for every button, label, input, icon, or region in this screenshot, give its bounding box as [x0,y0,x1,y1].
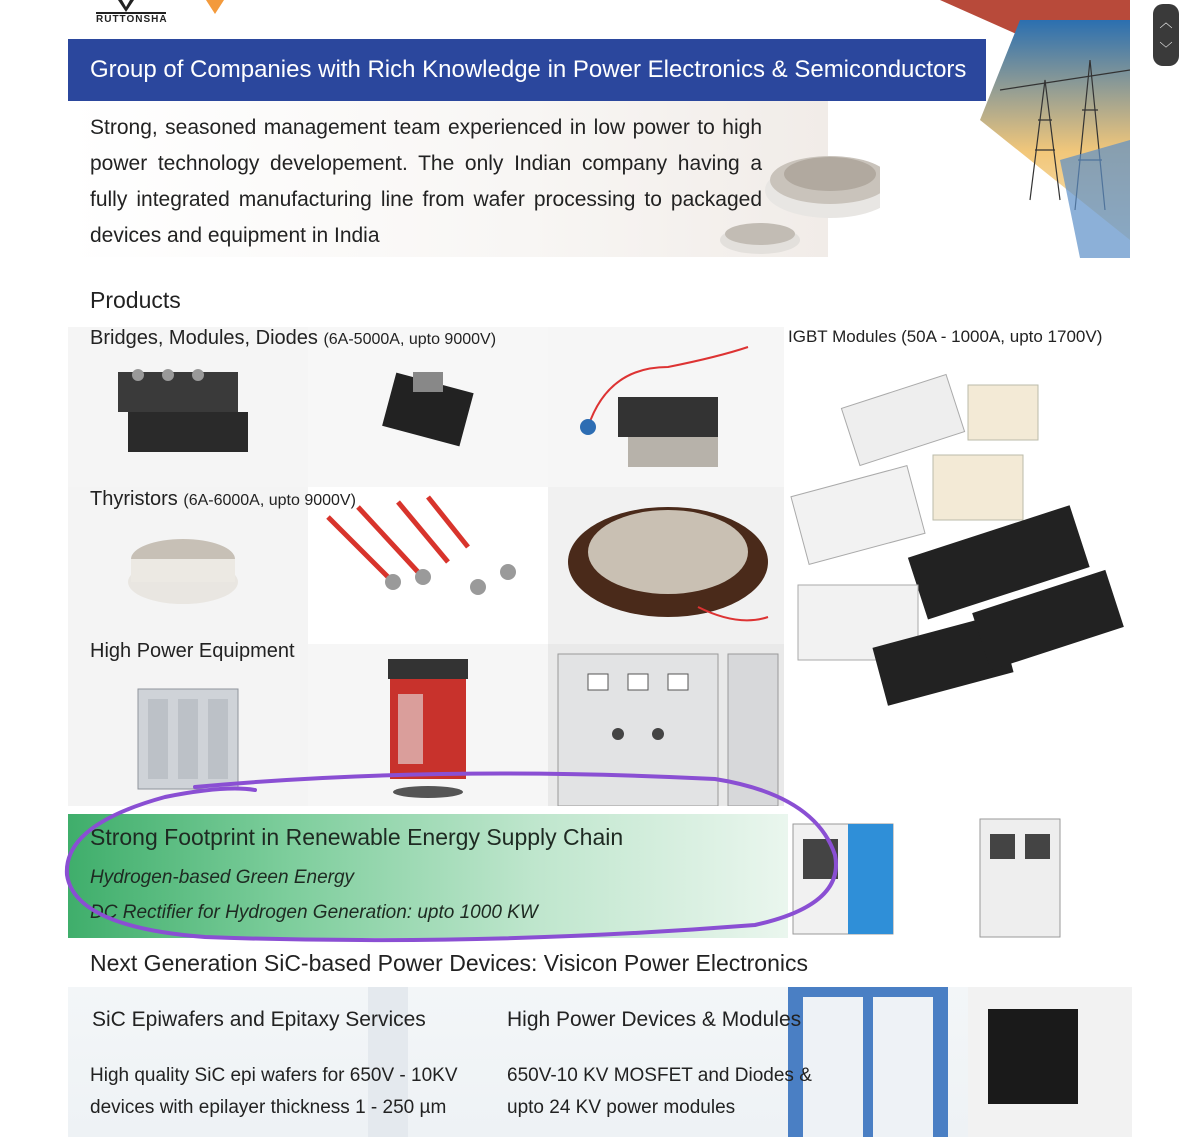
chevron-down-icon[interactable]: ﹀ [1159,41,1173,56]
brand-triangle-icon [200,0,230,16]
diode-module-photo [308,327,548,487]
renewable-title: Strong Footprint in Renewable Energy Supply Chain [90,824,624,850]
renewable-line-1: Hydrogen-based Green Energy [90,867,355,888]
igbt-modules-photo [788,360,1128,720]
power-devices-line-2: upto 24 KV power modules [507,1097,736,1118]
bridges-label: Bridges, Modules, Diodes [90,327,318,349]
scroll-control[interactable] [1153,4,1179,66]
power-devices-title: High Power Devices & Modules [507,1008,802,1031]
banner-title: Group of Companies with Rich Knowledge in Power Electronics & Semiconductors [90,56,967,83]
epiwafer-title: SiC Epiwafers and Epitaxy Services [92,1008,426,1031]
power-devices-line-1: 650V-10 KV MOSFET and Diodes & [507,1065,812,1086]
thyristor-module-photo [548,327,784,487]
chevron-up-icon[interactable]: ︿ [1159,15,1173,30]
thyristors-spec: (6A-6000A, upto 9000V) [183,492,356,509]
highlight-circle-annotation [55,765,845,950]
ruttonsha-logo-icon [96,0,166,14]
hydrogen-rectifier-photo-2 [975,814,1065,938]
epiwafer-line-1: High quality SiC epi wafers for 650V - 10KV [90,1065,458,1086]
products-title: Products [90,287,181,313]
bridge-rectifier-photo [68,327,308,487]
renewable-line-2: DC Rectifier for Hydrogen Generation: upto 1000 KW [90,902,538,923]
thyristors-label: Thyristors [90,488,178,510]
equipment-label: High Power Equipment [90,640,295,662]
disc-thyristor-photo [548,487,784,644]
igbt-label: IGBT Modules (50A - 1000A, upto 1700V) [788,327,1103,346]
intro-text: Strong, seasoned management team experienced in low power to high power technology developement. The only Indian company having a fully integrated manufacturing line from wafer processing to packaged devices and equipment in India [90,116,762,247]
logo-name: RUTTONSHA [96,14,168,25]
sic-section-title: Next Generation SiC-based Power Devices: Visicon Power Electronics [90,950,808,976]
bridges-spec: (6A-5000A, upto 9000V) [323,331,497,348]
epiwafer-line-2: devices with epilayer thickness 1 - 250 µm [90,1097,447,1118]
